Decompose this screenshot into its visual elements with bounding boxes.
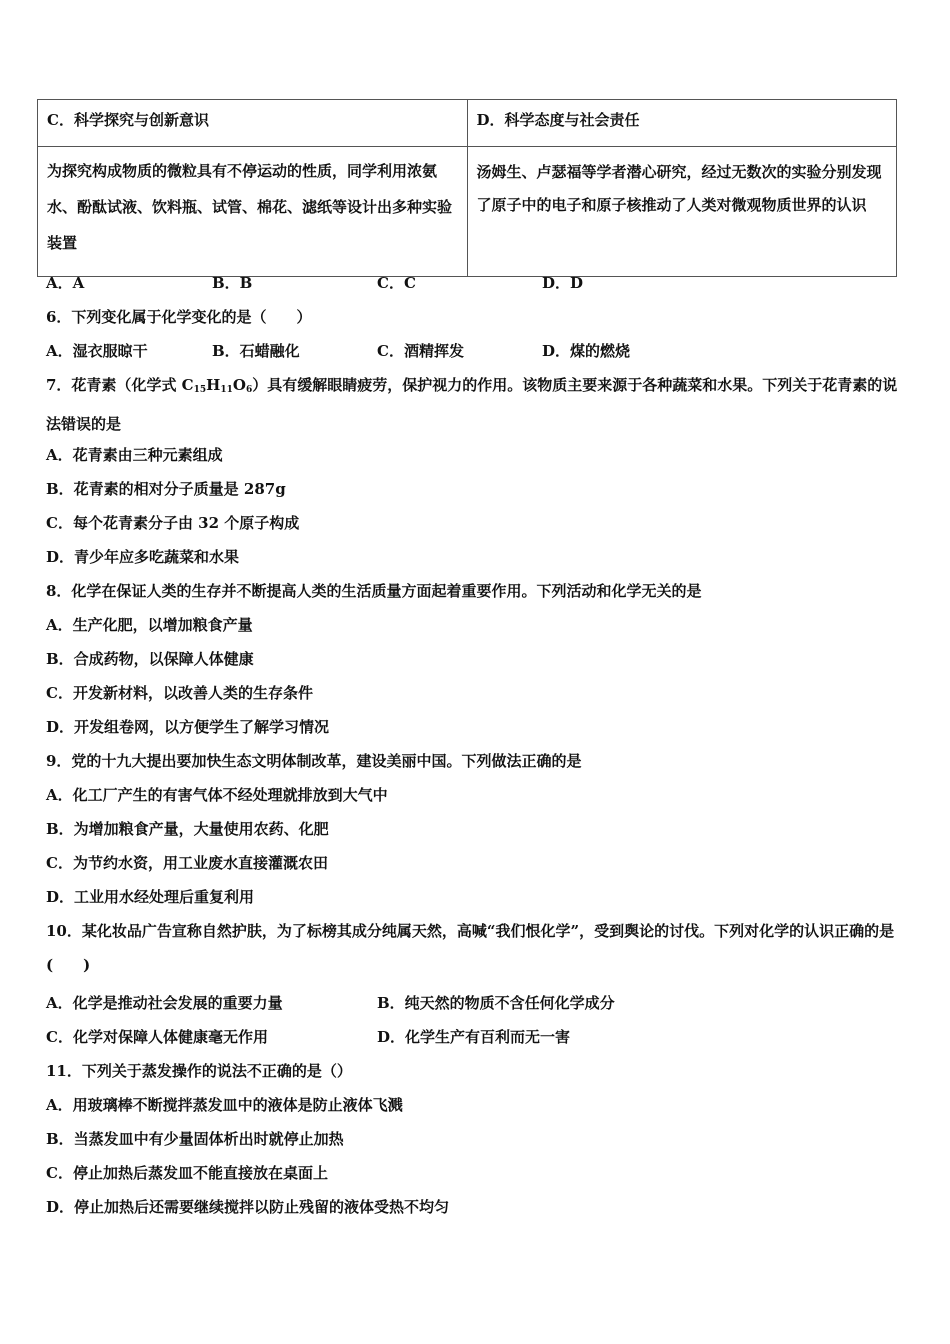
- q8-option-d: D．开发组卷网，以方便学生了解学习情况: [46, 718, 330, 736]
- q8-option-c: C．开发新材料，以改善人类的生存条件: [46, 684, 313, 702]
- q6-option-c: C．酒精挥发: [377, 342, 464, 360]
- q11-option-b: B．当蒸发皿中有少量固体析出时就停止加热: [46, 1130, 344, 1148]
- q9-option-d: D．工业用水经处理后重复利用: [46, 888, 255, 906]
- q9-option-c: C．为节约水资，用工业废水直接灌溉农田: [46, 854, 328, 872]
- q10-option-b: B．纯天然的物质不含任何化学成分: [377, 994, 615, 1012]
- q7-sub-carbon: 15: [193, 385, 207, 395]
- q5-option-a: A．A: [46, 274, 85, 292]
- q6-stem: 6．下列变化属于化学变化的是（ ）: [46, 308, 312, 326]
- q10-option-c: C．化学对保障人体健康毫无作用: [46, 1028, 268, 1046]
- option-d-header: D．科学态度与社会责任: [467, 100, 897, 147]
- q8-option-a: A．生产化肥，以增加粮食产量: [46, 616, 253, 634]
- q11-option-d: D．停止加热后还需要继续搅拌以防止残留的液体受热不均匀: [46, 1198, 450, 1216]
- q6-option-d: D．煤的燃烧: [542, 342, 631, 360]
- table-header-row: [38, 100, 897, 147]
- q7-option-d: D．青少年应多吃蔬菜和水果: [46, 548, 240, 566]
- table-body-row: [38, 147, 897, 277]
- q6-option-b: B．石蜡融化: [212, 342, 300, 360]
- q6-option-a: A．湿衣服晾干: [46, 342, 148, 360]
- q10-option-d: D．化学生产有百利而无一害: [377, 1028, 571, 1046]
- options-table: [37, 99, 897, 277]
- q7-option-a: A．花青素由三种元素组成: [46, 446, 223, 464]
- q9-stem: 9．党的十九大提出要加快生态文明体制改革，建设美丽中国。下列做法正确的是: [46, 752, 582, 770]
- q10-option-a: A．化学是推动社会发展的重要力量: [46, 994, 283, 1012]
- q8-stem: 8．化学在保证人类的生存并不断提高人类的生活质量方面起着重要作用。下列活动和化学无关的是: [46, 582, 702, 600]
- q7-option-c: C．每个花青素分子由 32 个原子构成: [46, 514, 300, 532]
- q7-stem-prefix: 7．花青素（化学式 C: [46, 376, 194, 394]
- q5-option-b: B．B: [212, 274, 253, 292]
- q7-sub-oxygen: 6: [245, 385, 253, 395]
- option-c-description: 为探究构成物质的微粒具有不停运动的性质，同学利用浓氨水、酚酞试液、饮料瓶、试管、棉花、滤纸等设计出多种实验装置: [38, 147, 468, 277]
- q5-option-d: D．D: [542, 274, 584, 292]
- q7-hydrogen: H: [206, 376, 221, 394]
- q7-stem-suffix: ）具有缓解眼睛疲劳，保护视力的作用。该物质主要来源于各种蔬菜和水果。下列关于花青素的说法错误的是: [46, 376, 898, 433]
- q8-option-b: B．合成药物，以保障人体健康: [46, 650, 254, 668]
- q10-stem: 10．某化妆品广告宣称自然护肤，为了标榜其成分纯属天然，高喊“我们恨化学”，受到舆论的讨伐。下列对化学的认识正确的是( ): [46, 922, 895, 974]
- q7-option-b: B．花青素的相对分子质量是 287g: [46, 480, 286, 498]
- q11-option-c: C．停止加热后蒸发皿不能直接放在桌面上: [46, 1164, 328, 1182]
- q11-stem: 11．下列关于蒸发操作的说法不正确的是（）: [46, 1062, 352, 1080]
- q7-oxygen: O: [232, 376, 246, 394]
- q5-option-c: C．C: [377, 274, 416, 292]
- q7-sub-hydrogen: 11: [220, 385, 233, 395]
- q11-option-a: A．用玻璃棒不断搅拌蒸发皿中的液体是防止液体飞溅: [46, 1096, 403, 1114]
- q9-option-b: B．为增加粮食产量，大量使用农药、化肥: [46, 820, 329, 838]
- q7-stem: [46, 368, 906, 441]
- option-d-description: 汤姆生、卢瑟福等学者潜心研究，经过无数次的实验分别发现了原子中的电子和原子核推动了人类对微观物质世界的认识: [467, 147, 897, 277]
- q9-option-a: A．化工厂产生的有害气体不经处理就排放到大气中: [46, 786, 388, 804]
- option-c-header: C．科学探究与创新意识: [38, 100, 468, 147]
